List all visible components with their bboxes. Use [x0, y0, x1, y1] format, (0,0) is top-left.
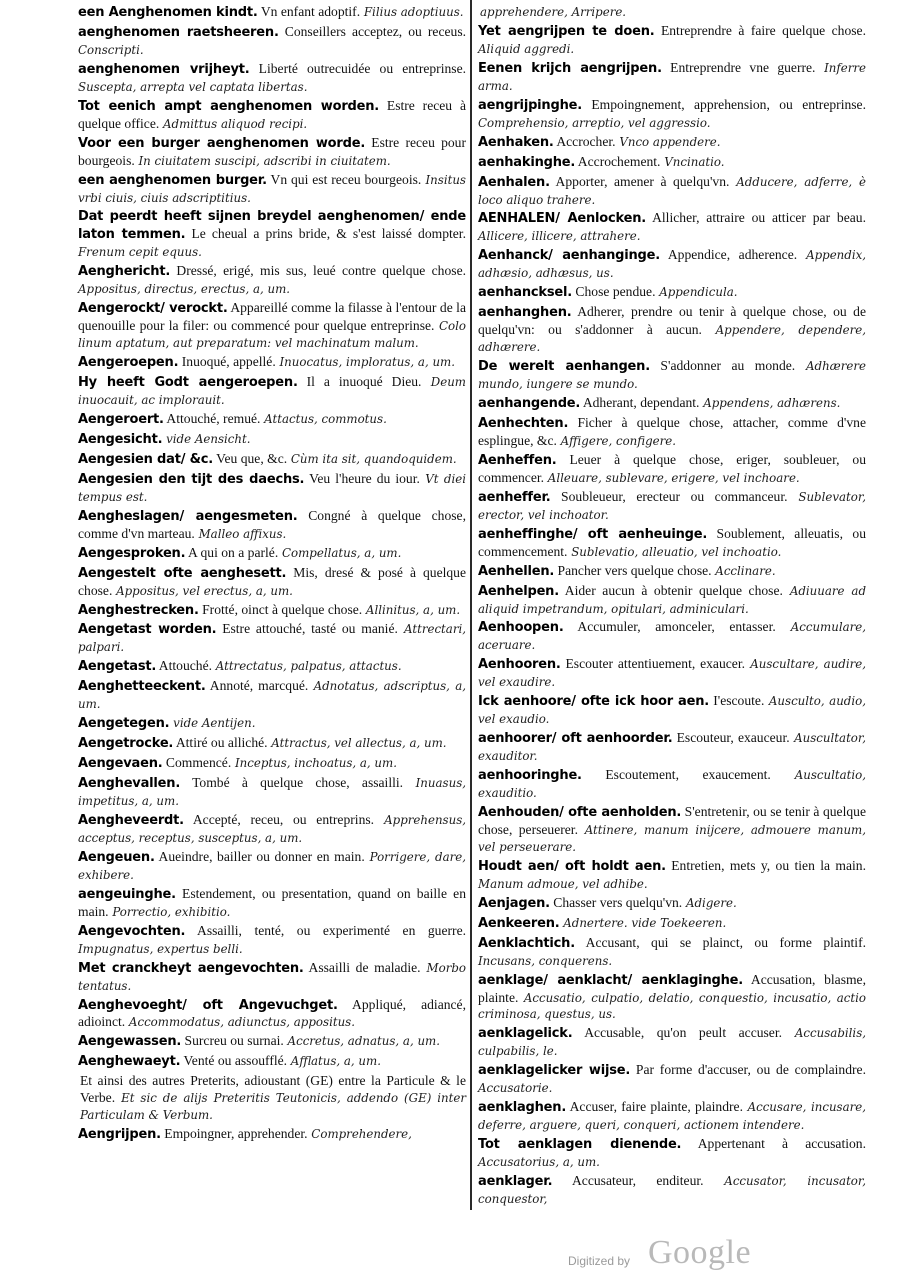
headword: Aengetast.: [78, 659, 157, 675]
dictionary-entry: [478, 210, 866, 245]
dictionary-entry: [478, 358, 866, 393]
french-definition: Accusable, qu'on peult accuser.: [572, 1025, 783, 1041]
latin-equivalent: Adducere, adferre, è loco aliquo trahere.: [478, 174, 866, 207]
latin-equivalent: Vt diei tempus est.: [78, 471, 466, 504]
dictionary-entry: [478, 583, 866, 618]
headword: Aengheveerdt.: [78, 812, 184, 828]
headword: Aenghericht.: [78, 264, 171, 280]
latin-equivalent: Aliquid aggredi.: [478, 41, 575, 56]
dictionary-entry: [78, 923, 466, 958]
french-definition: Ficher à quelque chose, attacher, comme d'vne esplingue, &c.: [478, 414, 866, 448]
headword: Aenhoopen.: [478, 620, 564, 636]
latin-equivalent: Allicere, illicere, attrahere.: [478, 229, 641, 244]
dictionary-entry: [478, 730, 866, 765]
latin-equivalent: apprehendere, Arripere.: [480, 5, 627, 19]
french-definition: Vn qui est receu bourgeois.: [266, 171, 422, 187]
french-definition: Assailli, tenté, ou experimenté en guerre.: [185, 922, 466, 938]
french-definition: Il a inuoqué Dieu.: [297, 374, 422, 390]
latin-equivalent: Accusatorie.: [478, 1081, 553, 1096]
latin-equivalent: Insitus vrbi ciuis, ciuis adscriptitius.: [78, 172, 466, 205]
french-definition: S'addonner au monde.: [649, 358, 796, 374]
french-definition: Estre attouché, tasté ou manié.: [216, 621, 398, 637]
headword: aenklager.: [478, 1174, 553, 1190]
headword: Voor een burger aenghenomen worde.: [78, 135, 366, 151]
headword: aenhoorer/ oft aenhoorder.: [478, 731, 673, 747]
dictionary-entry: [78, 1053, 466, 1071]
dictionary-entry: [78, 471, 466, 506]
dictionary-entry: [78, 172, 466, 207]
dictionary-entry: [78, 812, 466, 847]
latin-equivalent: Appendix, adhæsio, adhæsus, us.: [478, 248, 866, 281]
digitized-watermark: [560, 1234, 880, 1276]
latin-equivalent: Accusator, incusator, conquestor,: [478, 1174, 866, 1206]
latin-equivalent: Accumulare, aceruare.: [478, 620, 867, 653]
dictionary-entry: [78, 755, 466, 773]
latin-equivalent: Inuocatus, imploratus, a, um.: [275, 355, 455, 370]
dictionary-entry: [78, 545, 466, 563]
headword: Aengrijpen.: [78, 1127, 161, 1143]
dictionary-entry: [78, 24, 466, 59]
latin-equivalent: Acclinare.: [711, 563, 776, 578]
latin-equivalent: Sublevatio, alleuatio, vel inchoatio.: [567, 544, 782, 559]
headword: aenhakinghe.: [478, 154, 576, 170]
headword: Tot aenklagen dienende.: [478, 1137, 682, 1153]
french-definition: Attouché.: [156, 658, 213, 674]
dictionary-entry: [78, 1126, 466, 1144]
dictionary-entry: [78, 300, 466, 352]
french-definition: Liberté outrecuidée ou entreprinse.: [249, 60, 466, 76]
dictionary-entry: [78, 451, 466, 469]
digitized-label: Digitized by: [568, 1254, 631, 1268]
latin-equivalent: Ausculto, audio, vel exaudio.: [478, 694, 866, 727]
headword: Aengetrocke.: [78, 736, 174, 752]
right-column: [478, 4, 866, 1210]
french-definition: Surcreu ou surnai.: [181, 1033, 284, 1049]
french-definition: Dressé, erigé, mis sus, leué contre quelque chose.: [170, 263, 466, 279]
column-divider: [470, 0, 472, 1210]
french-definition: Annoté, marcqué.: [205, 678, 309, 694]
french-definition: Estre receu pour bourgeois.: [78, 134, 467, 168]
latin-equivalent: Apprehensus, acceptus, receptus, susceptus, a, um.: [78, 812, 466, 845]
dictionary-entry: [78, 374, 466, 409]
french-definition: Et ainsi des autres Preterits, adioustant (GE) entre la Particule & le Verbe.: [80, 1073, 466, 1106]
headword: Aengeroert.: [78, 411, 164, 427]
headword: Aengetast worden.: [78, 622, 217, 638]
headword: Aenhanck/ aenhanginge.: [478, 248, 661, 264]
latin-equivalent: Et sic de alijs Preteritis Teutonicis, addendo (GE) inter Particulam & Verbum.: [80, 1091, 466, 1123]
dictionary-entry: [478, 858, 866, 893]
dictionary-entry: [478, 23, 866, 58]
dictionary-entry: [478, 935, 866, 970]
dictionary-entry: [478, 1025, 866, 1060]
french-definition: Soubleueur, erecteur ou commanceur.: [550, 488, 788, 504]
french-definition: Attouché, remué.: [163, 410, 261, 426]
latin-equivalent: Allinitus, a, um.: [362, 602, 461, 617]
latin-equivalent: Comprehendere,: [307, 1127, 412, 1142]
headword: Aengesien dat/ &c.: [78, 451, 213, 467]
headword: Houdt aen/ oft holdt aen.: [478, 858, 666, 874]
french-definition: Veu l'heure du iour.: [304, 470, 420, 486]
french-definition: Appendice, adherence.: [660, 247, 798, 263]
dictionary-entry: [78, 960, 466, 995]
dictionary-entry: [478, 415, 866, 450]
french-definition: Adherant, dependant.: [580, 395, 700, 411]
dictionary-entry: [78, 263, 466, 298]
dictionary-entry: [78, 621, 466, 656]
french-definition: Empoingner, apprehender.: [160, 1126, 308, 1142]
headword: Met cranckheyt aengevochten.: [78, 960, 304, 976]
headword: Ick aenhoore/ ofte ick hoor aen.: [478, 694, 710, 710]
headword: aengeuinghe.: [78, 886, 176, 902]
french-definition: Accepté, receu, ou entreprins.: [183, 811, 375, 827]
french-definition: Aider aucun à obtenir quelque chose.: [558, 582, 783, 598]
latin-equivalent: Filius adoptiuus.: [360, 5, 464, 19]
headword: Aenghevoeght/ oft Angevuchget.: [78, 997, 338, 1013]
latin-equivalent: Appositus, vel erectus, a, um.: [112, 583, 293, 598]
headword: aenklage/ aenklacht/ aenklaginghe.: [478, 972, 744, 988]
french-definition: Congné à quelque chose, comme d'vn marteau.: [78, 507, 466, 541]
dictionary-entry: [478, 915, 866, 933]
headword: Aengetegen.: [78, 716, 170, 732]
french-definition: Le cheual a prins bride, & s'est laissé dompter.: [185, 226, 466, 242]
latin-equivalent: Morbo tentatus.: [78, 960, 467, 993]
headword: een aenghenomen burger.: [78, 172, 267, 188]
latin-equivalent: Adnotatus, adscriptus, a, um.: [78, 679, 466, 712]
french-definition: Assailli de maladie.: [303, 959, 421, 975]
french-definition: Accusation, blasme, plainte.: [478, 971, 866, 1005]
dictionary-entry: [78, 678, 466, 713]
french-definition: I'escoute.: [709, 693, 765, 709]
latin-equivalent: Adhærere mundo, iungere se mundo.: [478, 359, 867, 392]
french-definition: Chose pendue.: [572, 284, 656, 300]
french-definition: Attiré ou alliché.: [173, 735, 268, 751]
dictionary-entry: [478, 767, 866, 802]
french-definition: Allicher, attraire ou atticer par beau.: [646, 210, 866, 226]
dictionary-entry: [478, 526, 866, 561]
headword: Aenhaken.: [478, 134, 554, 150]
latin-equivalent: Appositus, directus, erectus, a, um.: [78, 282, 291, 297]
headword: Aengevochten.: [78, 923, 186, 939]
latin-equivalent: Accusatorius, a, um.: [478, 1155, 600, 1170]
latin-equivalent: Appendicula.: [655, 285, 738, 300]
headword: Aenheffen.: [478, 452, 557, 468]
latin-equivalent: Auscultator, exauditor.: [478, 731, 866, 764]
dictionary-entry: [78, 658, 466, 676]
headword: Yet aengrijpen te doen.: [478, 23, 655, 39]
french-definition: Conseillers acceptez, ou receus.: [278, 23, 467, 39]
dictionary-entry: [78, 61, 466, 96]
headword: Aengewassen.: [78, 1034, 182, 1050]
french-definition: Entreprendre vne guerre.: [661, 59, 816, 75]
dictionary-entry: [478, 563, 866, 581]
headword: aenklagelick.: [478, 1026, 573, 1042]
latin-equivalent: Impugnatus, expertus belli.: [78, 941, 243, 956]
headword: Aengeroepen.: [78, 355, 179, 371]
dictionary-entry: [478, 804, 866, 856]
headword: Aengeuen.: [78, 849, 155, 865]
dictionary-entry: [78, 602, 466, 620]
headword: Dat peerdt heeft sijnen breydel aenghenomen/ ende laton temmen.: [78, 209, 466, 243]
french-definition: Accrocher.: [553, 133, 616, 149]
latin-equivalent: Alleuare, sublevare, erigere, vel inchoare.: [544, 470, 800, 485]
dictionary-entry: [478, 304, 866, 356]
dictionary-entry: [478, 97, 866, 132]
latin-equivalent: Inuasus, impetitus, a, um.: [78, 776, 466, 809]
dictionary-entry: [478, 693, 866, 728]
french-definition: Leuer à quelque chose, eriger, soubleuer, ou commencer.: [478, 451, 866, 485]
dictionary-entry: [78, 565, 466, 600]
dictionary-entry: [78, 997, 466, 1032]
french-definition: Appertenant à accusation.: [681, 1136, 866, 1152]
latin-equivalent: Attactus, commotus.: [260, 411, 387, 426]
headword: Aengesproken.: [78, 545, 186, 561]
dictionary-entry: [478, 1099, 866, 1134]
french-definition: Estendement, ou presentation, quand on baille en main.: [78, 885, 466, 919]
latin-equivalent: Accretus, adnatus, a, um.: [283, 1034, 440, 1049]
latin-equivalent: Admittus aliquod recipi.: [159, 116, 308, 131]
latin-equivalent: Appendere, dependere, adhærere.: [478, 323, 866, 355]
headword: Aengesicht.: [78, 431, 163, 447]
dictionary-entry: [78, 4, 466, 22]
latin-equivalent: Appendens, adhærens.: [699, 396, 841, 411]
latin-equivalent: Attractus, vel allectus, a, um.: [267, 736, 447, 751]
french-definition: Tombé à quelque chose, assailli.: [180, 775, 404, 791]
french-definition: Mis, dresé & posé à quelque chose.: [78, 564, 467, 598]
headword: aenhancksel.: [478, 285, 573, 301]
latin-equivalent: Attrectari, palpari.: [78, 622, 466, 655]
latin-equivalent: Auscultatio, exauditio.: [478, 768, 866, 801]
headword: aenghenomen raetsheeren.: [78, 24, 279, 40]
dictionary-entry: [478, 972, 866, 1024]
headword: Aengerockt/ verockt.: [78, 301, 228, 317]
french-definition: Accrochement.: [575, 153, 661, 169]
headword: Aenkeeren.: [478, 915, 560, 931]
latin-equivalent: Malleo affixus.: [194, 526, 287, 541]
latin-equivalent: Deum inuocauit, ac implorauit.: [78, 375, 466, 408]
dictionary-entry: [78, 98, 466, 133]
headword: Aenghevallen.: [78, 776, 181, 792]
latin-equivalent: Porrectio, exhibitio.: [108, 904, 231, 919]
latin-equivalent: Sublevator, erector, vel inchoator.: [478, 489, 866, 522]
latin-equivalent: Cùm ita sit, quandoquidem.: [287, 451, 457, 466]
french-definition: Escoutement, exaucement.: [581, 767, 771, 783]
french-definition: Soublement, alleuatis, ou commencement.: [478, 525, 866, 559]
headword: Aenhechten.: [478, 415, 569, 431]
dictionary-entry: [478, 619, 866, 654]
latin-equivalent: vide Aentijen.: [169, 716, 256, 731]
dictionary-entry: [478, 60, 866, 95]
latin-equivalent: Accusatio, culpatio, delatio, conquestio, incusatio, actio criminosa, questus, us.: [478, 990, 866, 1022]
headword: Aenghewaeyt.: [78, 1054, 181, 1070]
french-definition: Accuser, faire plainte, plaindre.: [566, 1099, 743, 1115]
latin-equivalent: Porrigere, dare, exhibere.: [78, 849, 466, 882]
french-definition: Aueindre, bailler ou donner en main.: [154, 848, 365, 864]
dictionary-entry: [78, 135, 466, 170]
dictionary-entry: [478, 154, 866, 172]
dictionary-entry: [78, 775, 466, 810]
dictionary-entry: [478, 1136, 866, 1171]
dictionary-entry: [478, 395, 866, 413]
headword: Aenjagen.: [478, 895, 550, 911]
french-definition: Venté ou assoufflé.: [180, 1053, 288, 1069]
dictionary-entry: [78, 1073, 466, 1124]
headword: De werelt aenhangen.: [478, 359, 650, 375]
headword: Aenhouden/ ofte aenholden.: [478, 804, 682, 820]
headword: aenghenomen vrijheyt.: [78, 61, 250, 77]
latin-equivalent: Afflatus, a, um.: [287, 1054, 381, 1069]
french-definition: Escouteur, exauceur.: [672, 730, 790, 746]
latin-equivalent: Vnco appendere.: [615, 134, 721, 149]
latin-equivalent: Vncinatio.: [660, 154, 725, 169]
french-definition: Apporter, amener à quelqu'vn.: [549, 173, 730, 189]
headword: aenklagelicker wijse.: [478, 1063, 631, 1079]
left-column: [78, 4, 466, 1146]
dictionary-entry: [478, 489, 866, 524]
dictionary-entry: [478, 174, 866, 209]
dictionary-entry: [78, 431, 466, 449]
dictionary-entry: [478, 284, 866, 302]
headword: Aenhelpen.: [478, 583, 559, 599]
headword: Aenhellen.: [478, 563, 555, 579]
french-definition: Pancher vers quelque chose.: [554, 562, 712, 578]
french-definition: Accusateur, enditeur.: [552, 1173, 704, 1189]
dictionary-entry: [78, 849, 466, 884]
french-definition: S'entretenir, ou se tenir à quelque chose, perseuerer.: [478, 803, 866, 837]
latin-equivalent: Colo linum aptatum, aut preparatum: vel machinatum malum.: [78, 319, 466, 351]
latin-equivalent: Compellatus, a, um.: [278, 545, 402, 560]
headword: Tot eenich ampt aenghenomen worden.: [78, 98, 380, 114]
french-definition: Vn enfant adoptif.: [257, 4, 361, 19]
french-definition: Adherer, prendre ou tenir à quelque chose, ou de quelqu'vn: ou s'addonner à aucun.: [478, 304, 866, 338]
dictionary-entry: [78, 1033, 466, 1051]
dictionary-entry: [78, 411, 466, 429]
headword: aenklaghen.: [478, 1100, 567, 1116]
latin-equivalent: vide Aensicht.: [162, 431, 251, 446]
french-definition: Entretien, mets y, ou tien la main.: [665, 857, 866, 873]
dictionary-entry: [78, 715, 466, 733]
french-definition: Entreprendre à faire quelque chose.: [654, 22, 866, 38]
headword: Aenhalen.: [478, 174, 550, 190]
dictionary-entry: [478, 895, 866, 913]
latin-equivalent: Incusans, conquerens.: [478, 953, 613, 968]
headword: Aenghetteeckent.: [78, 679, 206, 695]
headword: aenheffinghe/ oft aenheuinge.: [478, 526, 708, 542]
latin-equivalent: Attinere, manum inijcere, admouere manum, vel perseuerare.: [478, 822, 866, 854]
dictionary-entry: [78, 208, 466, 261]
latin-equivalent: Manum admoue, vel adhibe.: [478, 876, 648, 891]
dictionary-entry: [478, 452, 866, 487]
headword: Aengesien den tijt des daechs.: [78, 471, 305, 487]
headword: Aengevaen.: [78, 756, 163, 772]
latin-equivalent: Affigere, configere.: [556, 433, 677, 448]
dictionary-entry: [78, 508, 466, 543]
headword: aengrijpinghe.: [478, 97, 583, 113]
latin-equivalent: Frenum cepit equus.: [78, 245, 202, 260]
headword: AENHALEN/ Aenlocken.: [478, 211, 647, 227]
latin-equivalent: Comprehensio, arreptio, vel aggressio.: [478, 115, 711, 130]
latin-equivalent: Adigere.: [682, 895, 737, 910]
latin-equivalent: In ciuitatem suscipi, adscribi in ciuitatem.: [134, 153, 391, 168]
dictionary-entry: [78, 735, 466, 753]
dictionary-entry: [78, 354, 466, 372]
dictionary-entry: [478, 1173, 866, 1208]
latin-equivalent: Conscripti.: [78, 42, 144, 57]
french-definition: Inuoqué, appellé.: [178, 354, 276, 370]
french-definition: Accumuler, amonceler, entasser.: [563, 619, 776, 635]
dictionary-entry: [478, 656, 866, 691]
latin-equivalent: Auscultare, audire, vel exaudire.: [478, 657, 866, 690]
dictionary-entry: [78, 886, 466, 921]
headword: aenhooringhe.: [478, 768, 582, 784]
headword: een Aenghenomen kindt.: [78, 5, 258, 20]
latin-equivalent: Inceptus, inchoatus, a, um.: [231, 756, 397, 771]
french-definition: Par forme d'accuser, ou de complaindre.: [630, 1062, 866, 1078]
french-definition: A qui on a parlé.: [185, 544, 279, 560]
french-definition: Accusant, qui se plainct, ou forme plaintif.: [574, 934, 866, 950]
headword: Eenen krijch aengrijpen.: [478, 60, 662, 76]
latin-equivalent: Adnertere. vide Toekeeren.: [559, 915, 727, 930]
latin-equivalent: Accommodatus, adiunctus, appositus.: [125, 1015, 355, 1030]
french-definition: Empoingnement, apprehension, ou entreprinse.: [582, 96, 866, 112]
french-definition: Commencé.: [162, 755, 232, 771]
headword: Aengestelt ofte aenghesett.: [78, 565, 287, 581]
dictionary-entry: [478, 134, 866, 152]
french-definition: Appareillé comme la filasse à l'entour de la quenouille pour la filer: ou commencé pour quelque entreprinse.: [78, 300, 466, 334]
headword: Aengheslagen/ aengesmeten.: [78, 508, 298, 524]
latin-equivalent: Accusare, incusare, deferre, arguere, queri, conqueri, actionem intendere.: [478, 1100, 866, 1133]
headword: Aenklachtich.: [478, 935, 575, 951]
headword: Aenhooren.: [478, 657, 561, 673]
dictionary-entry: [478, 1062, 866, 1097]
latin-equivalent: Attrectatus, palpatus, attactus.: [212, 659, 402, 674]
headword: aenhanghen.: [478, 305, 572, 321]
french-definition: Escouter attentiuement, exaucer.: [560, 656, 746, 672]
french-definition: Veu que, &c.: [213, 450, 288, 466]
french-definition: Appliqué, adiancé, adioinct.: [78, 996, 466, 1030]
french-definition: Estre receu à quelque office.: [78, 97, 466, 131]
headword: aenheffer.: [478, 489, 551, 505]
french-definition: Frotté, oinct à quelque chose.: [198, 601, 363, 617]
latin-equivalent: Adiuuare ad aliquid impetrandum, opitulari, adminiculari.: [478, 583, 867, 616]
latin-equivalent: Inferre arma.: [478, 60, 866, 93]
google-wordmark: Google: [648, 1234, 752, 1271]
headword: Aenghestrecken.: [78, 602, 199, 618]
dictionary-entry: [478, 247, 866, 282]
french-definition: Chasser vers quelqu'vn.: [549, 894, 683, 910]
dictionary-entry: [478, 4, 866, 21]
headword: aenhangende.: [478, 396, 581, 412]
latin-equivalent: Suscepta, arrepta vel captata libertas.: [78, 79, 308, 94]
latin-equivalent: Accusabilis, culpabilis, le.: [478, 1026, 866, 1059]
headword: Hy heeft Godt aengeroepen.: [78, 375, 298, 391]
